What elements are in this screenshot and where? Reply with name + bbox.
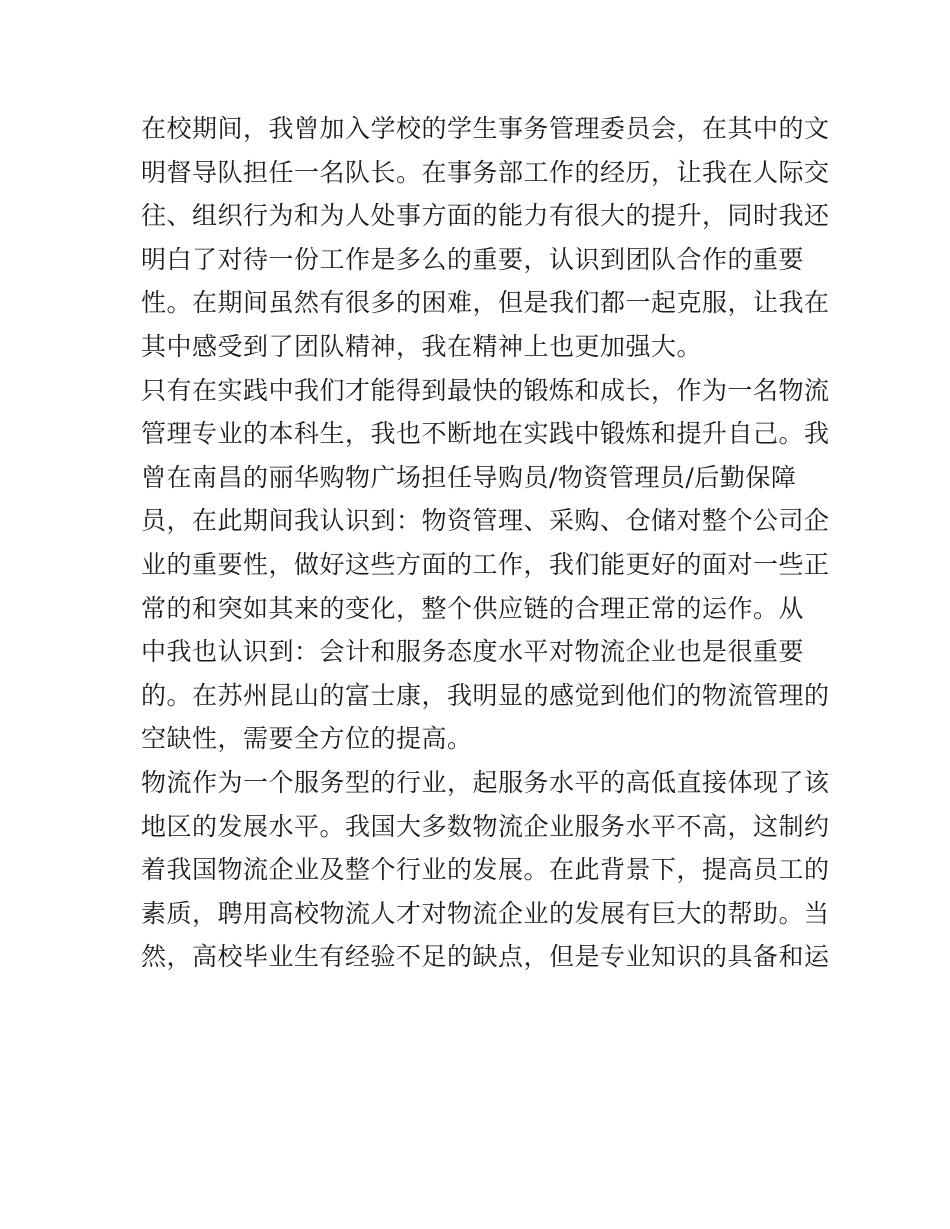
text-line: 地区的发展水平。我国大多数物流企业服务水平不高，这制约 xyxy=(141,811,830,841)
text-line: 管理专业的本科生，我也不断地在实践中锻炼和提升自己。我 xyxy=(141,419,830,449)
text-line: 着我国物流企业及整个行业的发展。在此背景下，提高员工的 xyxy=(141,855,830,885)
text-line: 然，高校毕业生有经验不足的缺点，但是专业知识的具备和运 xyxy=(141,942,830,972)
text-line: 曾在南昌的丽华购物广场担任导购员/物资管理员/后勤保障 xyxy=(141,462,797,492)
text-line: 常的和突如其来的变化，整个供应链的合理正常的运作。从 xyxy=(141,593,805,623)
text-line: 的。在苏州昆山的富士康，我明显的感觉到他们的物流管理的 xyxy=(141,680,830,710)
text-line: 性。在期间虽然有很多的困难，但是我们都一起克服，让我在 xyxy=(141,288,830,318)
text-line: 业的重要性，做好这些方面的工作，我们能更好的面对一些正 xyxy=(141,549,830,579)
text-line: 中我也认识到：会计和服务态度水平对物流企业也是很重要 xyxy=(141,637,805,667)
text-line: 明白了对待一份工作是多么的重要，认识到团队合作的重要 xyxy=(141,244,805,274)
text-line: 明督导队担任一名队长。在事务部工作的经历，让我在人际交 xyxy=(141,157,830,187)
text-line: 素质，聘用高校物流人才对物流企业的发展有巨大的帮助。当 xyxy=(141,898,830,928)
text-line: 物流作为一个服务型的行业，起服务水平的高低直接体现了该 xyxy=(141,767,830,797)
text-line: 员，在此期间我认识到：物资管理、采购、仓储对整个公司企 xyxy=(141,506,830,536)
text-line: 只有在实践中我们才能得到最快的锻炼和成长，作为一名物流 xyxy=(141,375,830,405)
text-line: 空缺性，需要全方位的提高。 xyxy=(141,724,473,754)
text-line: 其中感受到了团队精神，我在精神上也更加强大。 xyxy=(141,331,703,361)
body-text xyxy=(141,107,830,979)
text-line: 在校期间，我曾加入学校的学生事务管理委员会，在其中的文 xyxy=(141,114,830,143)
text-line: 往、组织行为和为人处事方面的能力有很大的提升，同时我还 xyxy=(141,201,830,231)
